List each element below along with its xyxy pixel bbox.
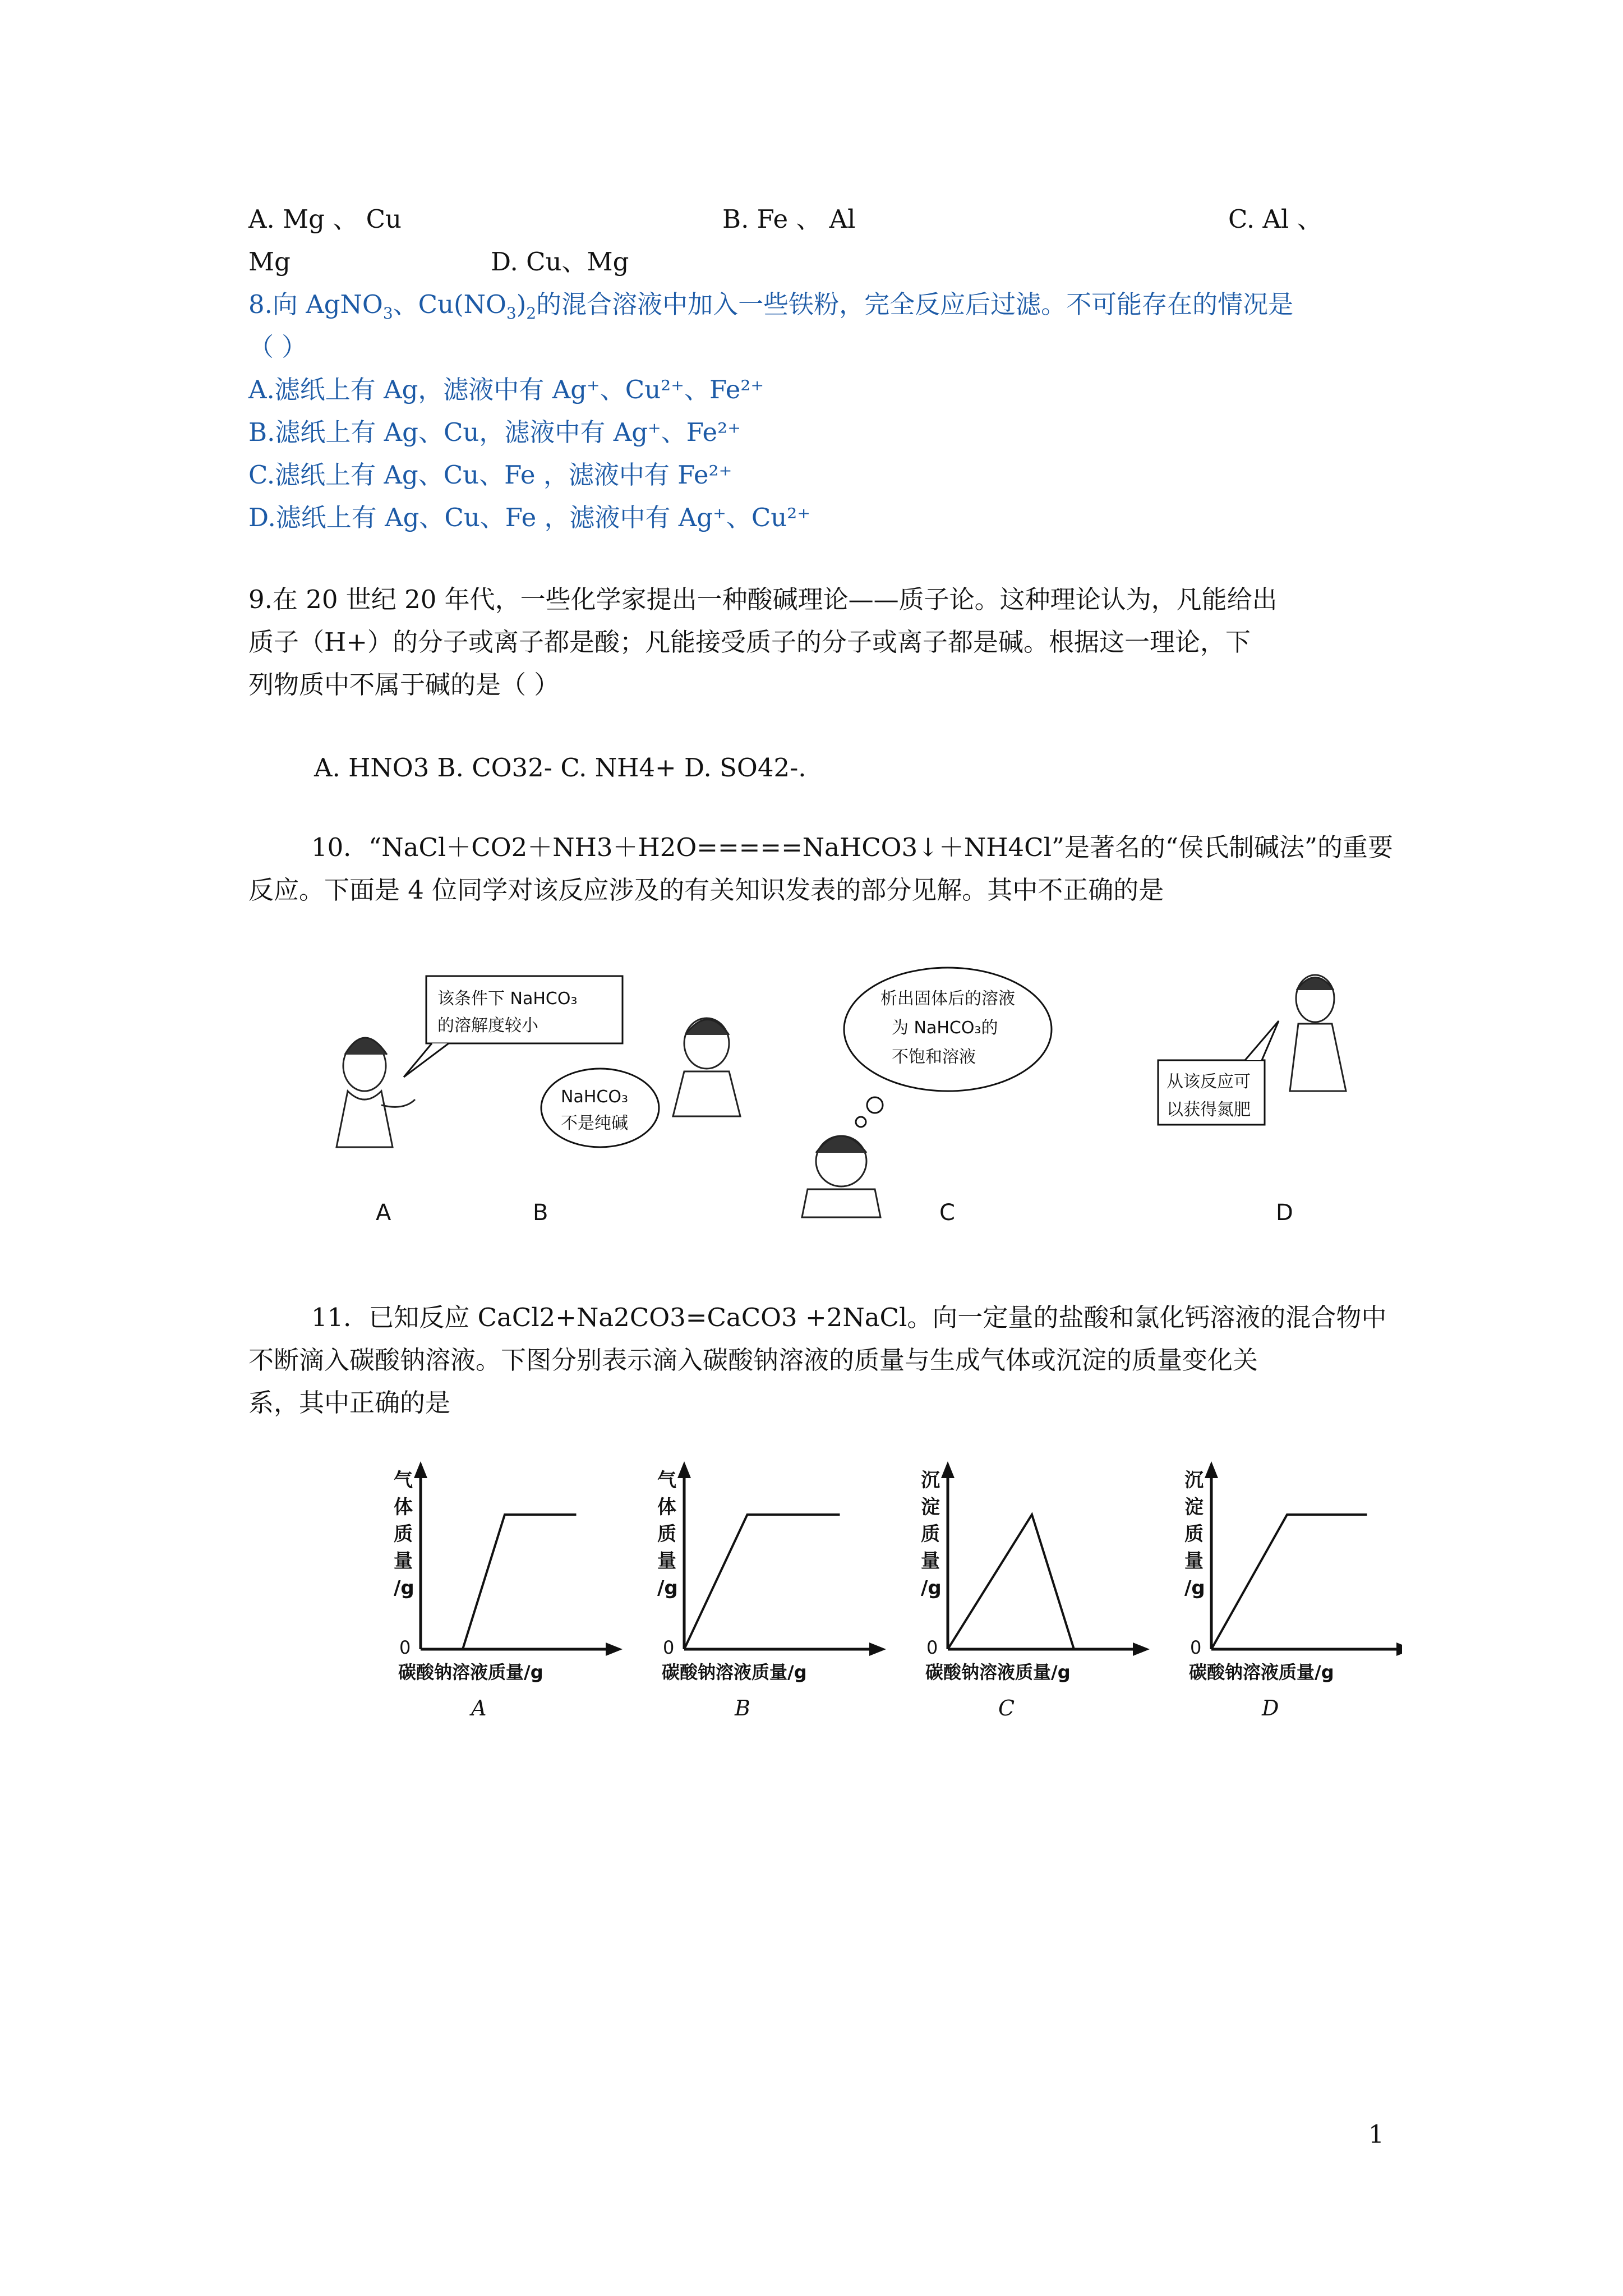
chart-3-origin-label: 0 bbox=[1190, 1637, 1202, 1658]
chart-3-panel-label: D bbox=[1262, 1696, 1279, 1720]
q7-option-c-head: C. Al 、 bbox=[1228, 204, 1322, 234]
chart-1-xlabel: 碳酸钠溶液质量/g bbox=[662, 1662, 807, 1683]
bubble-c-line-2: 为 NaHCO₃的 bbox=[892, 1018, 998, 1038]
chart-0-series-line bbox=[421, 1515, 577, 1649]
bubble-d-line-1: 从该反应可 bbox=[1166, 1072, 1251, 1092]
chart-2-xlabel: 碳酸钠溶液质量/g bbox=[925, 1662, 1071, 1683]
bubble-b bbox=[541, 1069, 659, 1147]
page-number: 1 bbox=[1368, 2120, 1384, 2149]
q7-option-d: D. Cu、Mg bbox=[491, 247, 629, 277]
q11-line-3: 系，其中正确的是 bbox=[248, 1388, 451, 1418]
chart-1-y-arrow bbox=[677, 1461, 691, 1478]
bubble-a-line-1: 该条件下 NaHCO₃ bbox=[437, 989, 578, 1009]
q7-option-a: A. Mg 、 Cu bbox=[248, 204, 402, 234]
q8-option-d: D.滤纸上有 Ag、Cu、Fe ，滤液中有 Ag⁺、Cu²⁺ bbox=[248, 503, 811, 532]
chart-1-panel-label: B bbox=[735, 1696, 750, 1720]
girl-figure bbox=[336, 1038, 415, 1147]
chart-3-y-arrow bbox=[1205, 1461, 1218, 1478]
cartoon-label-d: D bbox=[1276, 1200, 1293, 1226]
q9-line-2: 质子（H+）的分子或离子都是酸；凡能接受质子的分子或离子都是碱。根据这一理论，下 bbox=[248, 627, 1251, 657]
q10-line-1: 10．“NaCl＋CO2＋NH3＋H2O=====NaHCO3↓＋NH4Cl”是著名的“侯氏制碱法”的重要 bbox=[311, 832, 1393, 862]
chart-2-x-arrow bbox=[1133, 1642, 1150, 1656]
boy-c-figure bbox=[802, 1136, 880, 1217]
q10-cartoon bbox=[314, 965, 1380, 1234]
chart-0-ylabel: 气体质量/g bbox=[394, 1469, 414, 1599]
chart-0-x-arrow bbox=[606, 1642, 623, 1656]
chart-2-series-line bbox=[948, 1515, 1074, 1649]
q8-option-a: A.滤纸上有 Ag，滤液中有 Ag⁺、Cu²⁺、Fe²⁺ bbox=[248, 375, 764, 404]
man-figure bbox=[1290, 975, 1346, 1091]
chart-1-origin-label: 0 bbox=[663, 1637, 675, 1658]
chart-0-xlabel: 碳酸钠溶液质量/g bbox=[398, 1662, 543, 1683]
cartoon-label-c: C bbox=[939, 1200, 955, 1226]
chart-3-series-line bbox=[1211, 1515, 1367, 1649]
q8-paren: （ ） bbox=[248, 332, 307, 362]
q10-line-2: 反应。下面是 4 位同学对该反应涉及的有关知识发表的部分见解。其中不正确的是 bbox=[248, 875, 1164, 905]
chart-0-panel-label: A bbox=[471, 1696, 487, 1720]
chart-2-origin-label: 0 bbox=[926, 1637, 938, 1658]
chart-1-series-line bbox=[684, 1515, 840, 1649]
bubble-c-line-3: 不饱和溶液 bbox=[892, 1047, 976, 1067]
chart-1-ylabel: 气体质量/g bbox=[657, 1469, 678, 1599]
chart-3-xlabel: 碳酸钠溶液质量/g bbox=[1189, 1662, 1334, 1683]
q11-line-1: 11．已知反应 CaCl2+Na2CO3=CaCO3 +2NaCl。向一定量的盐酸和氯化钙溶液的混合物中 bbox=[311, 1303, 1387, 1332]
chart-3-ylabel: 沉淀质量/g bbox=[1184, 1469, 1205, 1599]
q9-options: A. HNO3 B. CO32- C. NH4+ D. SO42-. bbox=[314, 753, 806, 783]
bubble-b-line-2: 不是纯碱 bbox=[561, 1114, 628, 1133]
chart-0-origin-label: 0 bbox=[399, 1637, 411, 1658]
chart-1-x-arrow bbox=[869, 1642, 886, 1656]
q9-line-1: 9.在 20 世纪 20 年代，一些化学家提出一种酸碱理论——质子论。这种理论认为，凡能给出 bbox=[248, 585, 1278, 614]
q8-option-b: B.滤纸上有 Ag、Cu，滤液中有 Ag⁺、Fe²⁺ bbox=[248, 417, 741, 447]
q11-charts bbox=[348, 1458, 1402, 1733]
cartoon-label-b: B bbox=[533, 1200, 548, 1226]
cartoon-label-a: A bbox=[376, 1200, 391, 1226]
chart-0-y-arrow bbox=[414, 1461, 427, 1478]
boy-b-figure bbox=[673, 1018, 740, 1116]
chart-2-y-arrow bbox=[941, 1461, 955, 1478]
chart-2-panel-label: C bbox=[998, 1696, 1015, 1720]
q9-line-3: 列物质中不属于碱的是（ ） bbox=[248, 670, 560, 700]
q8-stem: 8.向 AgNO$_3$、$Cu(NO_3)_2$的混合溶液中加入一些铁粉，完全反应后过滤。不可能存在的情况是 bbox=[248, 289, 1294, 323]
q7-option-b: B. Fe 、 Al bbox=[722, 204, 856, 234]
bubble-a-line-2: 的溶解度较小 bbox=[437, 1016, 538, 1036]
chart-3-x-arrow bbox=[1396, 1642, 1402, 1656]
bubble-b-line-1: NaHCO₃ bbox=[561, 1087, 628, 1107]
q11-line-2: 不断滴入碳酸钠溶液。下图分别表示滴入碳酸钠溶液的质量与生成气体或沉淀的质量变化关 bbox=[248, 1345, 1258, 1375]
q8-option-c: C.滤纸上有 Ag、Cu、Fe ，滤液中有 Fe²⁺ bbox=[248, 460, 732, 490]
bubble-c-line-1: 析出固体后的溶液 bbox=[880, 989, 1015, 1009]
bubble-d-line-2: 以获得氮肥 bbox=[1166, 1100, 1251, 1120]
chart-2-ylabel: 沉淀质量/g bbox=[921, 1469, 942, 1599]
q7-option-c-tail: Mg bbox=[248, 247, 291, 277]
